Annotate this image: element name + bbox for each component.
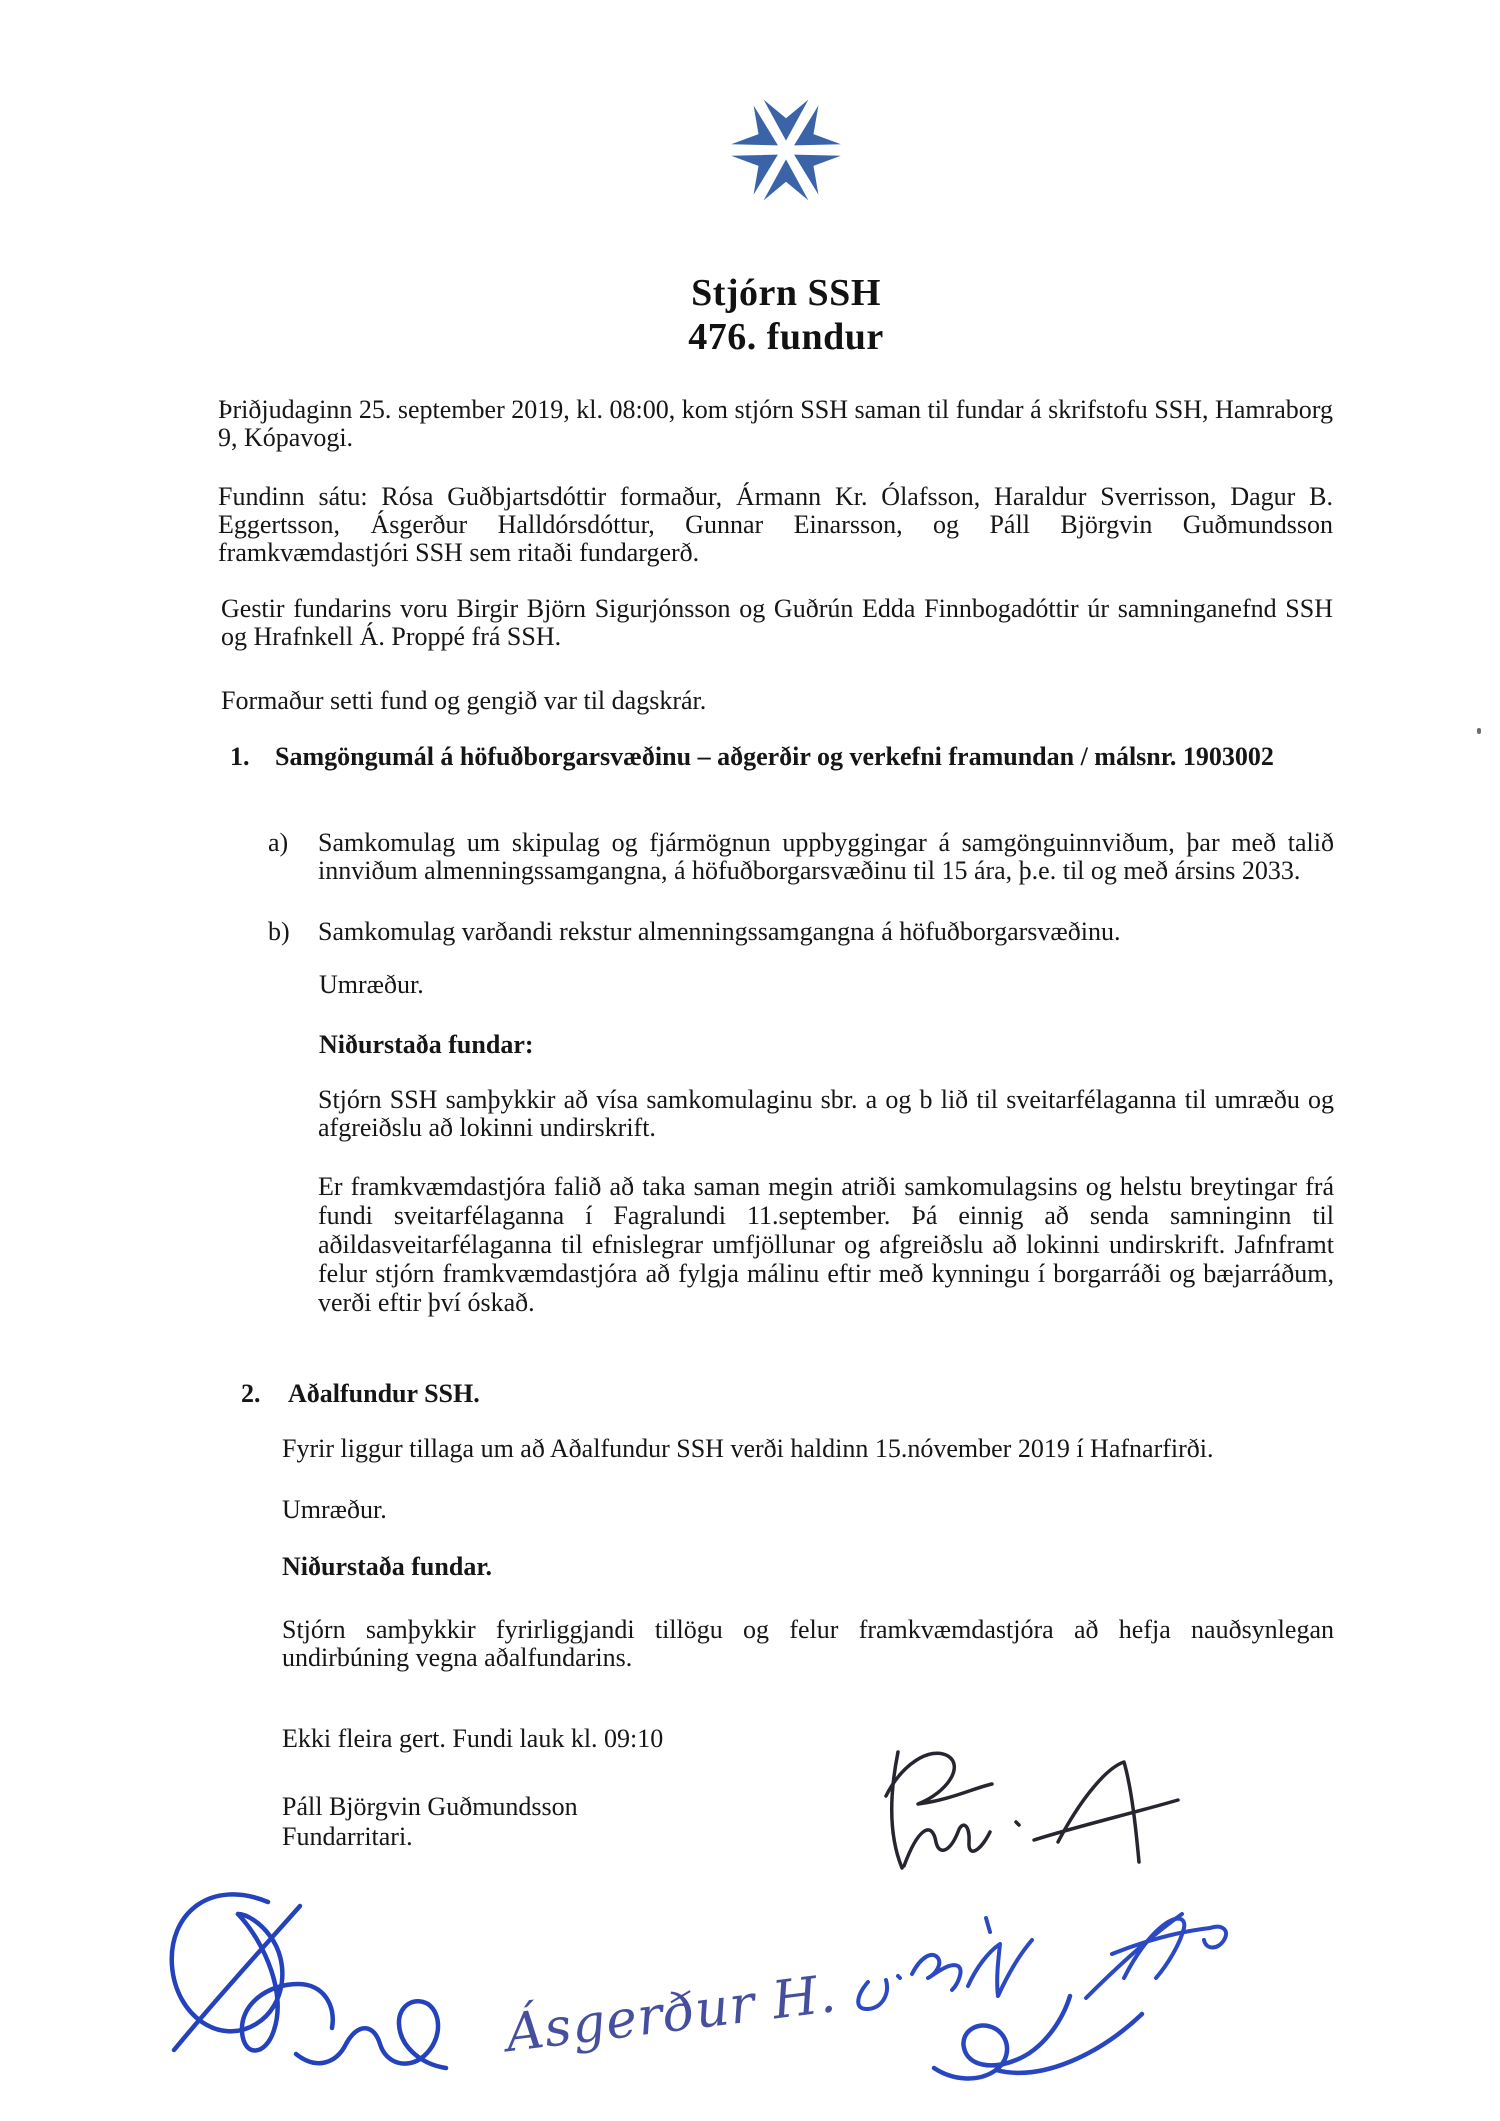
paragraph-attendees: Fundinn sátu: Rósa Guðbjartsdóttir formaður, Ármann Kr. Ólafsson, Haraldur Sverrisson, Dagur B. Eggertsson, Ásgerður Halldórsdóttur, Gunnar Einarsson, og Páll Björgvin Guðmundsson framkvæmdastjóri SSH sem ritaði fundargerð. xyxy=(218,482,1333,567)
adjournment-line: Ekki fleira gert. Fundi lauk kl. 09:10 xyxy=(282,1724,664,1753)
paragraph-opening: Formaður setti fund og gengið var til dagskrár. xyxy=(221,686,707,715)
paragraph-meeting-intro: Þriðjudaginn 25. september 2019, kl. 08:00, kom stjórn SSH saman til fundar á skrifstofu SSH, Hamraborg 9, Kópavogi. xyxy=(218,395,1333,452)
item-1b-label: b) xyxy=(268,917,290,946)
signature-blue-large-loop xyxy=(148,1872,498,2087)
item-1-conclusion-paragraph-1: Stjórn SSH samþykkir að vísa samkomulaginu sbr. a og b lið til sveitarfélaganna til umræðu og afgreiðslu að lokinni undirskrift. xyxy=(318,1085,1334,1142)
document-title xyxy=(436,271,1136,359)
item-2-number: 2. xyxy=(241,1379,261,1408)
item-1-discussion: Umræður. xyxy=(319,970,424,999)
signature-asgerdur-h-text: Ásgerður H. xyxy=(502,1964,840,2065)
item-1a-label: a) xyxy=(268,828,289,857)
signature-asgerdur-h xyxy=(490,1930,870,2080)
item-1-conclusion-heading: Niðurstaða fundar: xyxy=(319,1030,534,1059)
secretary-name: Páll Björgvin Guðmundsson xyxy=(282,1792,578,1821)
item-1-title: Samgöngumál á höfuðborgarsvæðinu – aðgerðir og verkefni framundan / málsnr. 1903002 xyxy=(275,742,1274,771)
secretary-title: Fundarritari. xyxy=(282,1822,413,1851)
item-2-conclusion-heading: Niðurstaða fundar. xyxy=(282,1552,492,1581)
item-2-title: Aðalfundur SSH. xyxy=(288,1379,480,1408)
signature-blue-sweep xyxy=(918,1988,1148,2088)
item-1b-text: Samkomulag varðandi rekstur almenningssamgangna á höfuðborgarsvæðinu. xyxy=(318,917,1121,946)
item-1a-text: Samkomulag um skipulag og fjármögnun uppbyggingar á samgönguinnviðum, þar með talið innviðum almenningssamgangna, á höfuðborgarsvæðinu til 15 ára, þ.e. til og með ársins 2033. xyxy=(318,828,1334,885)
item-1-number: 1. xyxy=(230,742,250,771)
item-2-conclusion: Stjórn samþykkir fyrirliggjandi tillögu og felur framkvæmdastjóra að hefja nauðsynlegan undirbúning vegna aðalfundarins. xyxy=(282,1615,1334,1672)
ssh-snowflake-logo-icon xyxy=(730,94,842,206)
paragraph-guests: Gestir fundarins voru Birgir Björn Sigurjónsson og Guðrún Edda Finnbogadóttir úr samninganefnd SSH og Hrafnkell Á. Proppé frá SSH. xyxy=(221,594,1333,651)
item-2-body: Fyrir liggur tillaga um að Aðalfundur SSH verði haldinn 15.nóvember 2019 í Hafnarfirði. xyxy=(282,1434,1214,1463)
title-line-1: Stjórn SSH xyxy=(691,272,881,314)
scan-artifact-dot xyxy=(1477,728,1481,734)
title-line-2: 476. fundur xyxy=(688,316,884,358)
item-1-conclusion-paragraph-2: Er framkvæmdastjóra falið að taka saman megin atriði samkomulagsins og helstu breytingar frá fundi sveitarfélaganna í Fagralundi 11.september. Þá einnig að senda samninginn til aðildasveitarfélaganna til efnislegrar umfjöllunar og afgreiðslu að lokinni undirskrift. Jafnframt felur stjórn framkvæmdastjóra að fylgja málinu eftir með kynningu í borgarráði og bæjarráðum, verði eftir því óskað. xyxy=(318,1172,1334,1317)
signature-chairman-dark-ink xyxy=(868,1742,1238,1907)
item-2-discussion: Umræður. xyxy=(282,1495,387,1524)
